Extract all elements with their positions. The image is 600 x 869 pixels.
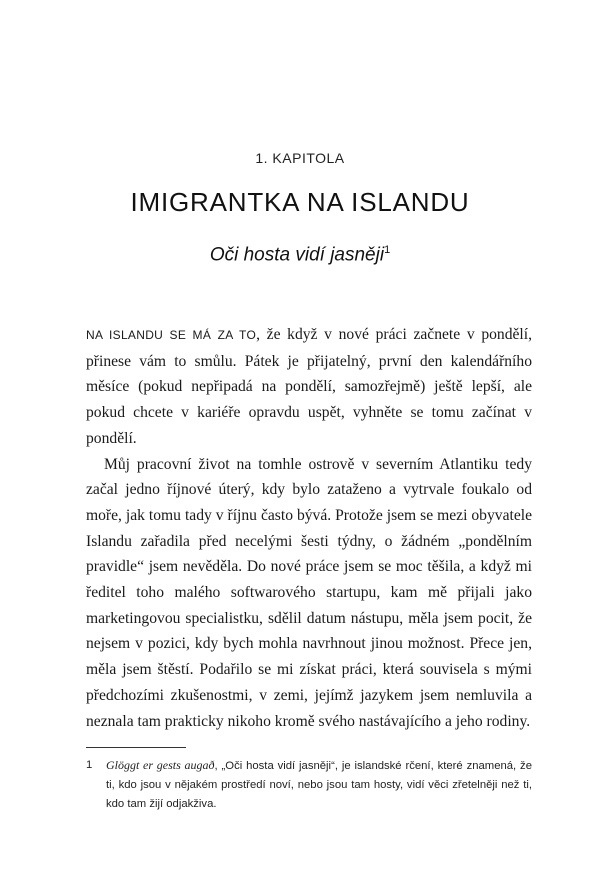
footnote-italic-phrase: Glöggt er gests augað [106, 758, 215, 772]
footnote-body [106, 756, 532, 814]
paragraph-2: Můj pracovní život na tomhle ostrově v severním Atlantiku tedy začal jedno říjnové úterý, kdy bylo zataženo a vytrvale foukalo od moře, jak tomu tady v říjnu často bývá. Protože jsem se mezi obyvatele Islandu zařadila před necelými šesti týdny, o žádném „pondělním pravidle“ jsem nevěděla. Do nové práce jsem se moc těšila, a když mi ředitel toho malého softwarového startupu, kam mě přijali jako marketingovou specialistku, sdělil datum nástupu, měla jsem pocit, že nejsem v pozici, kdy bych mohla navrhnout jinou možnost. Přece jen, měla jsem štěstí. Podařilo se mi získat práci, která souvisela s mými předchozími zkušenostmi, v zemi, jejímž jazykem jsem nemluvila a neznala tam prakticky nikoho kromě svého nastávajícího a jeho rodiny. [86, 455, 532, 730]
body-text [86, 322, 532, 734]
paragraph-1 [86, 322, 532, 452]
chapter-label: 1. KAPITOLA [255, 150, 345, 166]
footnote-number: 1 [86, 759, 93, 771]
footnote-marker: 1 [384, 244, 391, 256]
footnote-divider [86, 747, 186, 748]
subtitle-text: Oči hosta vidí jasněji [209, 244, 385, 266]
footnote [86, 756, 532, 814]
paragraph-1-text: , že když v nové práci začnete v pondělí, přinese vám to smůlu. Pátek je přijatelný, první den kalendářního měsíce (pokud nepřipadá na pondělí, samozřejmě) ještě lepší, ale pokud chcete v kariéře opravdu uspět, vyhněte se tomu začínat v pondělí. [86, 326, 532, 447]
chapter-subtitle [0, 244, 600, 266]
footnote-text: , „Oči hosta vidí jasněji“, je islandské rčení, které znamená, že ti, kdo jsou v nějakém prostředí noví, nebo jsou tam hosty, vidí věci zřetelněji než ti, kdo tam žijí odjakživa. [106, 760, 532, 810]
chapter-title: IMIGRANTKA NA ISLANDU [130, 187, 470, 217]
lead-caps: NA ISLANDU SE MÁ ZA TO [86, 328, 257, 342]
